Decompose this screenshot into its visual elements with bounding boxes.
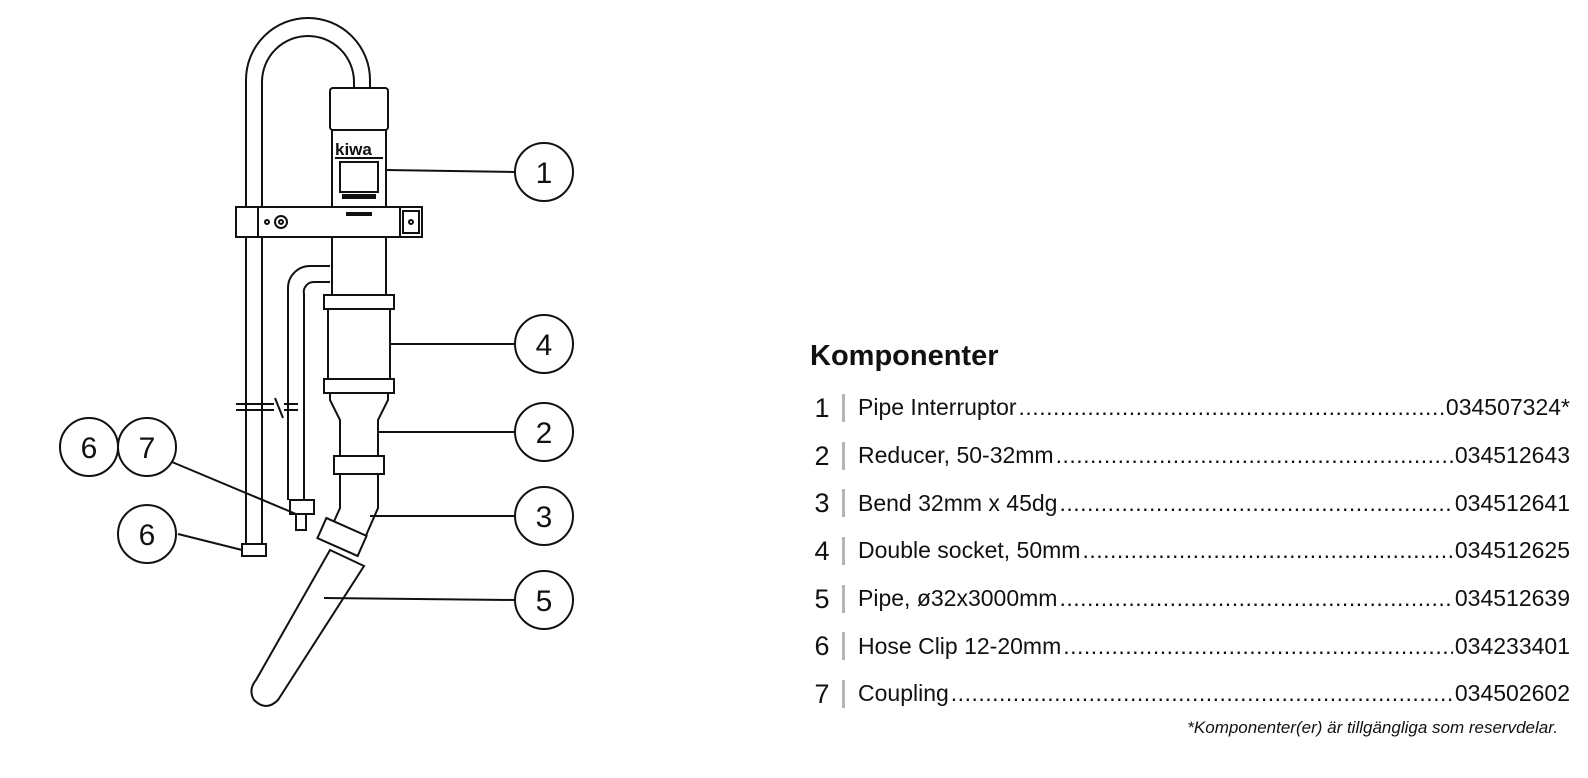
- leader-6b: [178, 534, 242, 550]
- callout-3: 3: [535, 501, 553, 534]
- reducer: [330, 393, 388, 456]
- component-number: 7: [814, 678, 830, 709]
- component-name: Pipe Interruptor: [858, 394, 1017, 421]
- component-code: 034507324*: [1445, 394, 1570, 421]
- callout-6b: 6: [138, 519, 156, 552]
- interruptor-cap: [330, 88, 388, 130]
- leader-5: [324, 598, 514, 600]
- separator: [842, 537, 845, 565]
- component-row-3: [810, 479, 1570, 527]
- component-name: Bend 32mm x 45dg: [858, 489, 1058, 516]
- component-name: Pipe, ø32x3000mm: [858, 585, 1058, 612]
- leader-1: [386, 170, 514, 172]
- component-number: 6: [814, 631, 830, 662]
- component-row-4: [810, 527, 1570, 575]
- spare-parts-footnote: *Komponenter(er) är tillgängliga som reservdelar.: [1187, 718, 1558, 737]
- component-row-7: [810, 670, 1570, 718]
- coupling-7: [290, 500, 314, 514]
- component-name: Reducer, 50-32mm: [858, 442, 1054, 469]
- socket-ring-bottom: [324, 379, 394, 393]
- separator: [842, 489, 845, 517]
- pipe-interruptor-assembly-diagram: [0, 0, 760, 778]
- separator: [842, 442, 845, 470]
- separator: [842, 680, 845, 708]
- components-list: [810, 338, 1570, 718]
- callout-7: 7: [138, 432, 156, 465]
- component-name: Hose Clip 12-20mm: [858, 632, 1062, 659]
- component-number: 3: [814, 488, 830, 519]
- kiwa-logo: kiwa: [335, 140, 372, 159]
- leader-7: [172, 462, 296, 514]
- callout-2: 2: [535, 417, 553, 450]
- component-code: 034512639: [1454, 585, 1570, 612]
- hose-clip-6: [242, 544, 266, 556]
- dot-leader: [1019, 394, 1444, 421]
- mounting-bracket: [236, 207, 422, 237]
- component-number: 2: [814, 440, 830, 471]
- component-name: Coupling: [858, 680, 949, 707]
- component-code: 034502602: [1454, 680, 1570, 707]
- component-code: 034512643: [1454, 442, 1570, 469]
- socket-ring-top: [324, 295, 394, 309]
- dot-leader: [1059, 490, 1452, 517]
- callout-5: 5: [535, 585, 553, 618]
- components-title: Komponenter: [810, 340, 999, 372]
- callout-4: 4: [535, 329, 553, 362]
- callout-1: 1: [535, 157, 553, 190]
- component-row-6: [810, 622, 1570, 670]
- separator: [842, 632, 845, 660]
- component-row-5: [810, 575, 1570, 623]
- dot-leader: [1082, 537, 1452, 564]
- component-number: 4: [814, 535, 830, 566]
- pipe-32: [251, 550, 364, 706]
- component-row-1: [810, 384, 1570, 432]
- component-number: 5: [814, 583, 830, 614]
- double-socket: [328, 309, 390, 379]
- component-code: 034512625: [1454, 537, 1570, 564]
- component-number: 1: [814, 392, 830, 423]
- dot-leader: [951, 680, 1453, 707]
- component-code: 034233401: [1454, 632, 1570, 659]
- upper-pipe: [332, 237, 386, 295]
- separator: [842, 585, 845, 613]
- dot-leader: [1056, 442, 1453, 469]
- component-code: 034512641: [1454, 489, 1570, 516]
- callout-6a: 6: [80, 432, 98, 465]
- reducer-ring: [334, 456, 384, 474]
- component-row-2: [810, 432, 1570, 480]
- component-name: Double socket, 50mm: [858, 537, 1081, 564]
- separator: [842, 394, 845, 422]
- interruptor-label-window: [340, 162, 378, 192]
- dot-leader: [1059, 585, 1452, 612]
- dot-leader: [1063, 633, 1453, 660]
